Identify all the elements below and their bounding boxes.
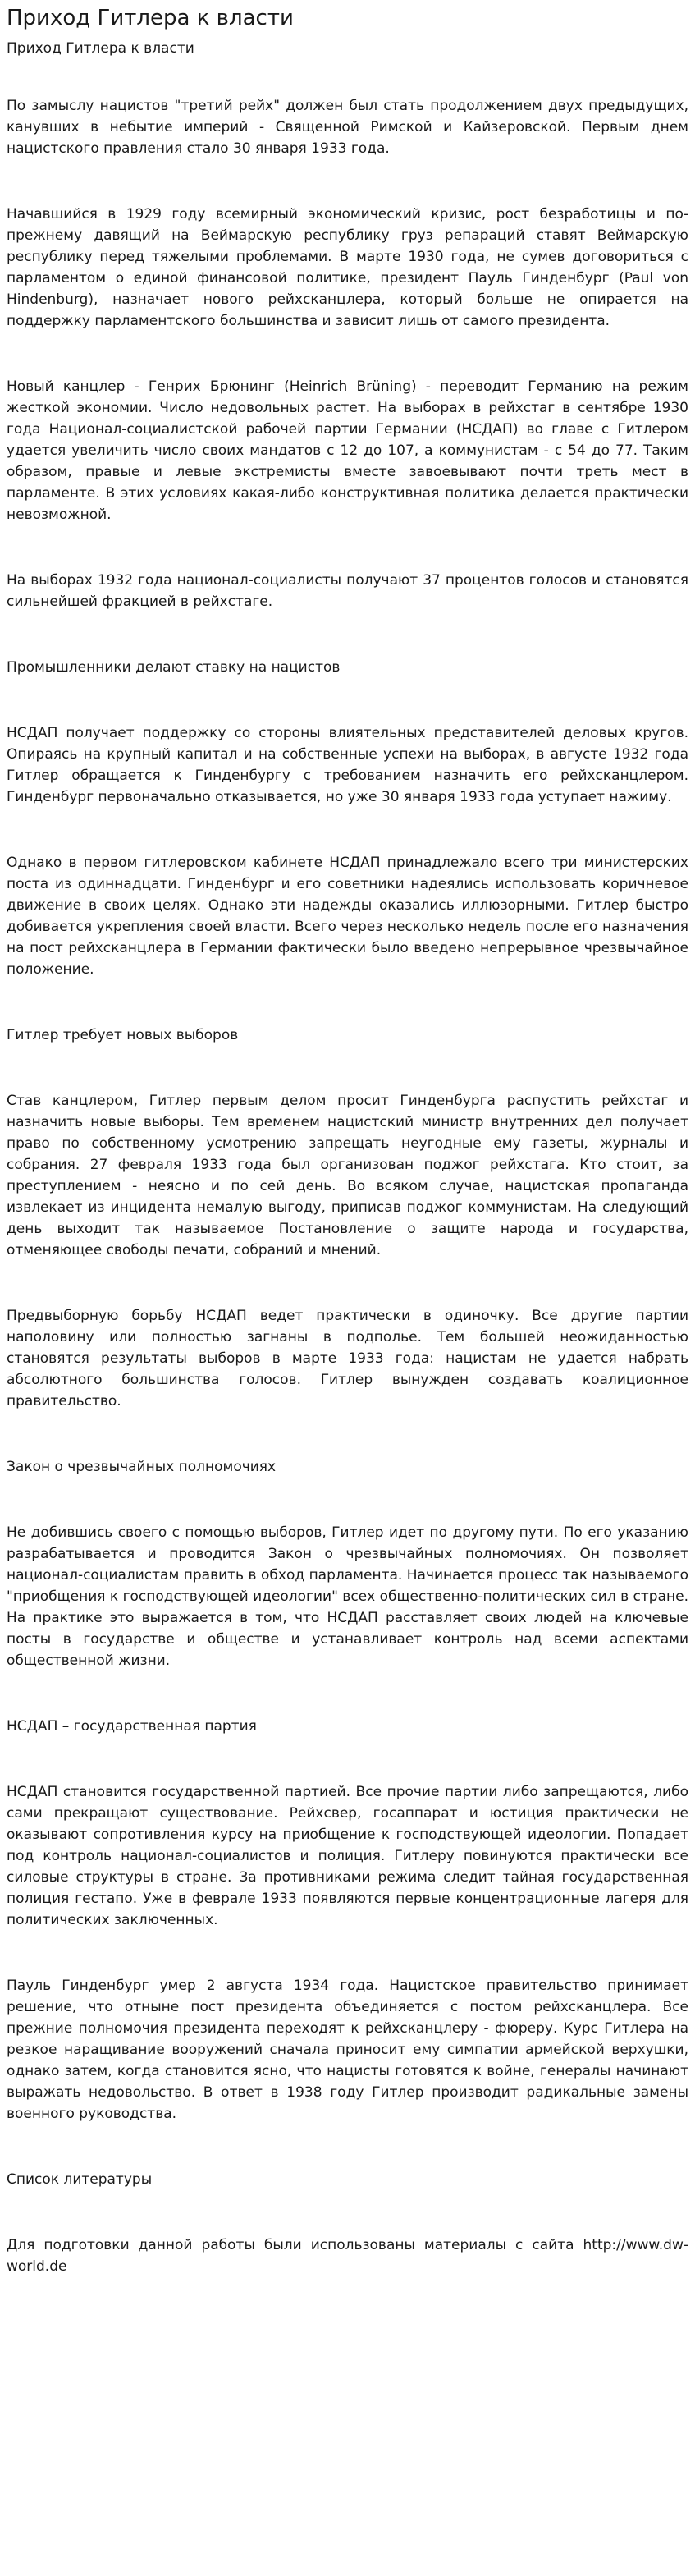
paragraph: Не добившись своего с помощью выборов, Гитлер идет по другому пути. По его указанию разрабатывается и проводится Закон о чрезвычайных полномочиях. Он позволяет национал-социалистам править в обход парламента. Начинается процесс так называемого "приобщения к господствующей идеологии" всех общественно-политических сил в стране. На практике это выражается в том, что НСДАП расставляет своих людей на ключевые посты в государстве и обществе и устанавливает контроль над всеми аспектами общественной жизни. — [7, 1524, 688, 1669]
paragraph: По замыслу нацистов "третий рейх" должен был стать продолжением двух предыдущих, канувших в небытие империй - Священной Римской и Кайзеровской. Первым днем нацистского правления стало 30 января 1933 года. — [7, 98, 688, 157]
section-heading: Гитлер требует новых выборов — [7, 1027, 239, 1043]
paragraph: Новый канцлер - Генрих Брюнинг (Heinrich Brüning) - переводит Германию на режим жесткой экономии. Число недовольных растет. На выборах в рейхстаг в сентябре 1930 года Национал-социалистской рабочей партии Германии (НСДАП) во главе с Гитлером удается увеличить число своих мандатов с 12 до 107, а коммунистам - с 54 до 77. Таким образом, правые и левые экстремисты вместе завоевывают почти треть мест в парламенте. В этих условиях какая-либо конструктивная политика делается практически невозможной. — [7, 378, 688, 523]
section-heading: НСДАП – государственная партия — [7, 1718, 257, 1735]
section-heading: Промышленники делают ставку на нацистов — [7, 659, 341, 676]
paragraph: На выборах 1932 года национал-социалисты получают 37 процентов голосов и становятся сильнейшей фракцией в рейхстаге. — [7, 572, 688, 610]
section-heading: Закон о чрезвычайных полномочиях — [7, 1459, 277, 1475]
paragraph: Пауль Гинденбург умер 2 августа 1934 года. Нацистское правительство принимает решение, что отныне пост президента объединяется с постом рейхсканцлера. Все прежние полномочия президента переходят к рейхсканцлеру - фюреру. Курс Гитлера на резкое наращивание вооружений сначала приносит ему симпатии армейской верхушки, однако затем, когда становится ясно, что нацисты готовятся к войне, генералы начинают выражать недовольство. В ответ в 1938 году Гитлер производит радикальные замены военного руководства. — [7, 1978, 688, 2122]
paragraph: Став канцлером, Гитлер первым делом просит Гинденбурга распустить рейхстаг и назначить новые выборы. Тем временем нацистский министр внутренних дел получает право по собственному усмотрению запрещать неугодные ему газеты, журналы и собрания. 27 февраля 1933 года был организован поджог рейхстага. Кто стоит, за преступлением - неясно и по сей день. Во всяком случае, нацистская пропаганда извлекает из инцидента немалую выгоду, приписав поджог коммунистам. На следующий день выходит так называемое Постановление о защите народа и государства, отменяющее свободы печати, собраний и мнений. — [7, 1093, 688, 1258]
paragraph: НСДАП становится государственной партией. Все прочие партии либо запрещаются, либо сами прекращают существование. Рейхсвер, госаппарат и юстиция практически не оказывают сопротивления курсу на приобщение к господствующей идеологии. Попадает под контроль национал-социалистов и полиция. Гитлеру повинуются практически все силовые структуры в стране. За противниками режима следит тайная государственная полиция гестапо. Уже в феврале 1933 появляются первые концентрационные лагеря для политических заключенных. — [7, 1784, 688, 1928]
references-paragraph: Для подготовки данной работы были использованы материалы с сайта http://www.dw-world.de — [7, 2237, 688, 2275]
paragraph: НСДАП получает поддержку со стороны влиятельных представителей деловых кругов. Опираясь на крупный капитал и на собственные успехи на выборах, в августе 1932 года Гитлер обращается к Гинденбургу с требованием назначить его рейхсканцлером. Гинденбург первоначально отказывается, но уже 30 января 1933 года уступает нажиму. — [7, 725, 688, 805]
page-title: Приход Гитлера к власти — [7, 6, 294, 30]
paragraph: Начавшийся в 1929 году всемирный экономический кризис, рост безработицы и по-прежнему давящий на Веймарскую республику груз репараций ставят Веймарскую республику перед тяжелыми проблемами. В марте 1930 года, не сумев договориться с парламентом о единой финансовой политике, президент Пауль Гинденбург (Paul von Hindenburg), назначает нового рейхсканцлера, который больше не опирается на поддержку парламентского большинства и зависит лишь от самого президента. — [7, 206, 688, 329]
section-heading: Список литературы — [7, 2171, 153, 2188]
paragraph: Предвыборную борьбу НСДАП ведет практически в одиночку. Все другие партии наполовину или полностью загнаны в подполье. Тем большей неожиданностью становятся результаты выборов в марте 1933 года: нацистам не удается набрать абсолютного большинства голосов. Гитлер вынужден создавать коалиционное правительство. — [7, 1308, 688, 1409]
page-subtitle: Приход Гитлера к власти — [7, 40, 194, 57]
paragraph: Однако в первом гитлеровском кабинете НСДАП принадлежало всего три министерских поста из одиннадцати. Гинденбург и его советники надеялись использовать коричневое движение в своих целях. Однако эти надежды оказались иллюзорными. Гитлер быстро добивается укрепления своей власти. Всего через несколько недель после его назначения на пост рейхсканцлера в Германии фактически было введено непрерывное чрезвычайное положение. — [7, 855, 688, 978]
